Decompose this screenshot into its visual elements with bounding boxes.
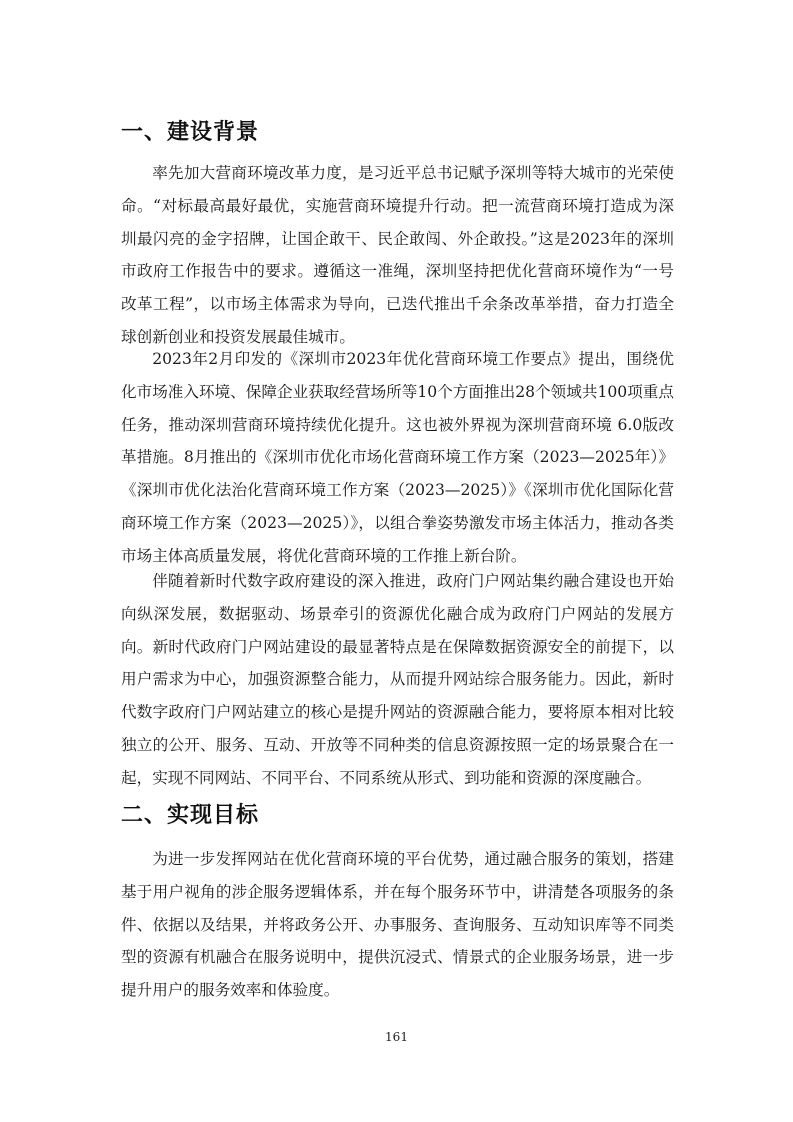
paragraph-objectives-1: 为进一步发挥网站在优化营商环境的平台优势，通过融合服务的策划，搭建基于用户视角的涉企服务逻辑体系，并在每个服务环节中，讲清楚各项服务的条件、依据以及结果，并将政务公开、办事服务、查询服务、互动知识库等不同类型的资源有机融合在服务说明中，提供沉浸式、情景式的企业服务场景，进一步提升用户的服务效率和体验度。	[121, 850, 674, 1000]
paragraph-background-1: 率先加大营商环境改革力度，是习近平总书记赋予深圳等特大城市的光荣使命。“对标最高最好最优，实施营商环境提升行动。把一流营商环境打造成为深圳最闪亮的金字招牌，让国企敢干、民企敢闯、外企敢投。”这是2023年的深圳市政府工作报告中的要求。遵循这一准绳，深圳坚持把优化营商环境作为“一号改革工程”，以市场主体需求为导向，已迭代推出千余条改革举措，奋力打造全球创新创业和投资发展最佳城市。	[121, 164, 674, 346]
section-heading-objectives: 二、实现目标	[121, 803, 260, 828]
paragraph-background-3: 伴随着新时代数字政府建设的深入推进，政府门户网站集约融合建设也开始向纵深发展，数据驱动、场景牵引的资源优化融合成为政府门户网站的发展方向。新时代政府门户网站建设的最显著特点是在保障数据资源安全的前提下，以用户需求为中心，加强资源整合能力，从而提升网站综合服务能力。因此，新时代数字政府门户网站建立的核心是提升网站的资源融合能力，要将原本相对比较独立的公开、服务、互动、开放等不同种类的信息资源按照一定的场景聚合在一起，实现不同网站、不同平台、不同系统从形式、到功能和资源的深度融合。	[121, 572, 674, 787]
page-number: 161	[385, 1030, 408, 1044]
section-heading-background: 一、建设背景	[121, 120, 260, 145]
paragraph-background-2: 2023年2月印发的《深圳市2023年优化营商环境工作要点》提出，围绕优化市场准入环境、保障企业获取经营场所等10个方面推出28个领域共100项重点任务，推动深圳营商环境持续优化提升。这也被外界视为深圳营商环境 6.0版改革措施。8月推出的《深圳市优化市场化营商环境工作方案（2023—2025年）》《深圳市优化法治化营商环境工作方案（2023—2025）》《深圳市优化国际化营商环境工作方案（2023—2025）》，以组合拳姿势激发市场主体活力，推动各类市场主体高质量发展，将优化营商环境的工作推上新台阶。	[121, 350, 674, 565]
